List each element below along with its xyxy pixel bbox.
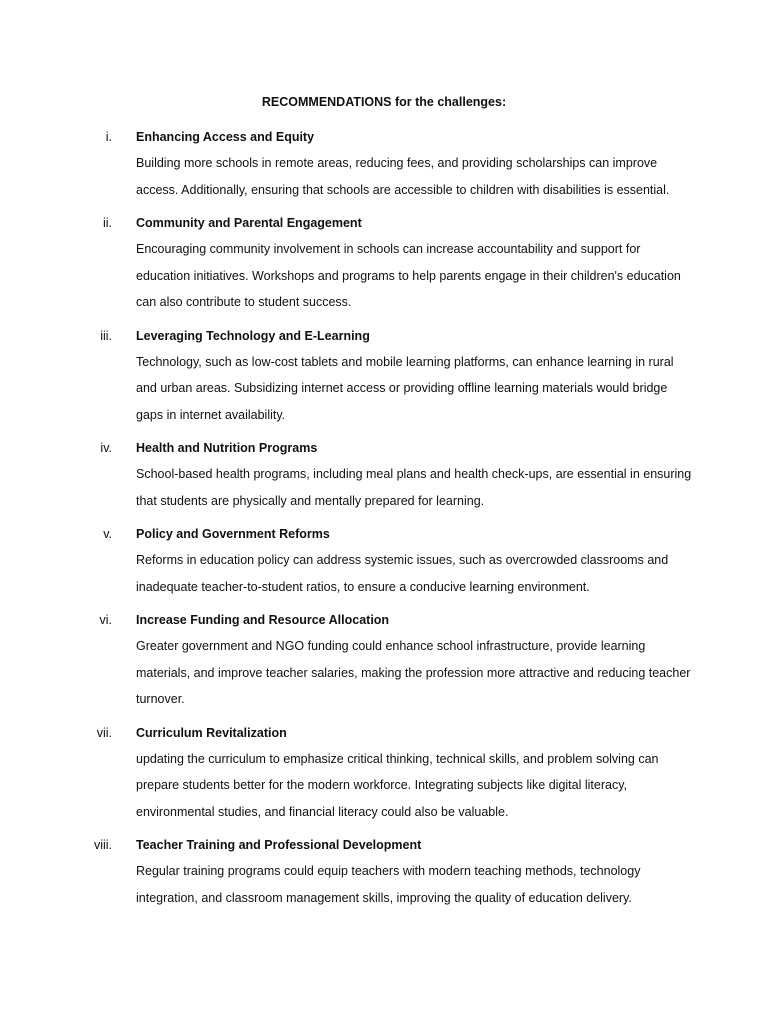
item-heading: Health and Nutrition Programs	[136, 441, 318, 455]
item-body: Greater government and NGO funding could enhance school infrastructure, provide learning materials, and improve teacher salaries, making the profession more attractive and reducing teacher turnover.	[136, 639, 691, 706]
recommendation-item	[0, 836, 768, 911]
item-numeral: v.	[103, 527, 112, 541]
item-heading: Policy and Government Reforms	[136, 527, 330, 541]
item-body: Reforms in education policy can address systemic issues, such as overcrowded classrooms and inadequate teacher-to-student ratios, to ensure a conducive learning environment.	[136, 553, 669, 594]
item-heading: Leveraging Technology and E-Learning	[136, 328, 370, 343]
recommendation-item	[0, 327, 768, 429]
item-heading: Teacher Training and Professional Development	[136, 838, 422, 852]
document-title: RECOMMENDATIONS for the challenges:	[261, 95, 507, 109]
item-numeral: viii.	[93, 838, 112, 852]
item-body: updating the curriculum to emphasize critical thinking, technical skills, and problem solving can prepare students better for the modern workforce. Integrating subjects like digital literacy, environmental studies, and financial literacy could also be valuable.	[136, 751, 659, 819]
recommendation-item	[0, 611, 768, 713]
item-numeral: i.	[105, 130, 112, 144]
item-body: School-based health programs, including meal plans and health check-ups, are essential in ensuring that students are physically and mentally prepared for learning.	[136, 467, 692, 508]
recommendation-item	[0, 724, 768, 826]
recommendation-item	[0, 525, 768, 600]
item-body: Technology, such as low-cost tablets and mobile learning platforms, can enhance learning in rural and urban areas. Subsidizing internet access or providing offline learning materials would bridge gaps in internet availability.	[136, 354, 674, 422]
item-body: Regular training programs could equip teachers with modern teaching methods, technology integration, and classroom management skills, improving the quality of education delivery.	[136, 864, 641, 905]
recommendations-list	[0, 128, 768, 922]
item-numeral: iv.	[100, 441, 112, 455]
item-heading: Curriculum Revitalization	[136, 725, 287, 740]
item-heading: Increase Funding and Resource Allocation	[136, 613, 390, 627]
recommendation-item	[0, 439, 768, 514]
item-body: Encouraging community involvement in schools can increase accountability and support for education initiatives. Workshops and programs to help parents engage in their children's education can also contribute to student success.	[136, 242, 681, 309]
item-numeral: vii.	[96, 725, 112, 740]
recommendation-item	[0, 214, 768, 316]
item-heading: Community and Parental Engagement	[136, 216, 362, 230]
recommendation-item	[0, 128, 768, 203]
item-numeral: vi.	[99, 613, 112, 627]
item-numeral: iii.	[100, 328, 112, 343]
item-body: Building more schools in remote areas, reducing fees, and providing scholarships can improve access. Additionally, ensuring that schools are accessible to children with disabilities is essential.	[136, 156, 670, 197]
item-heading: Enhancing Access and Equity	[136, 130, 315, 144]
item-numeral: ii.	[102, 216, 112, 230]
